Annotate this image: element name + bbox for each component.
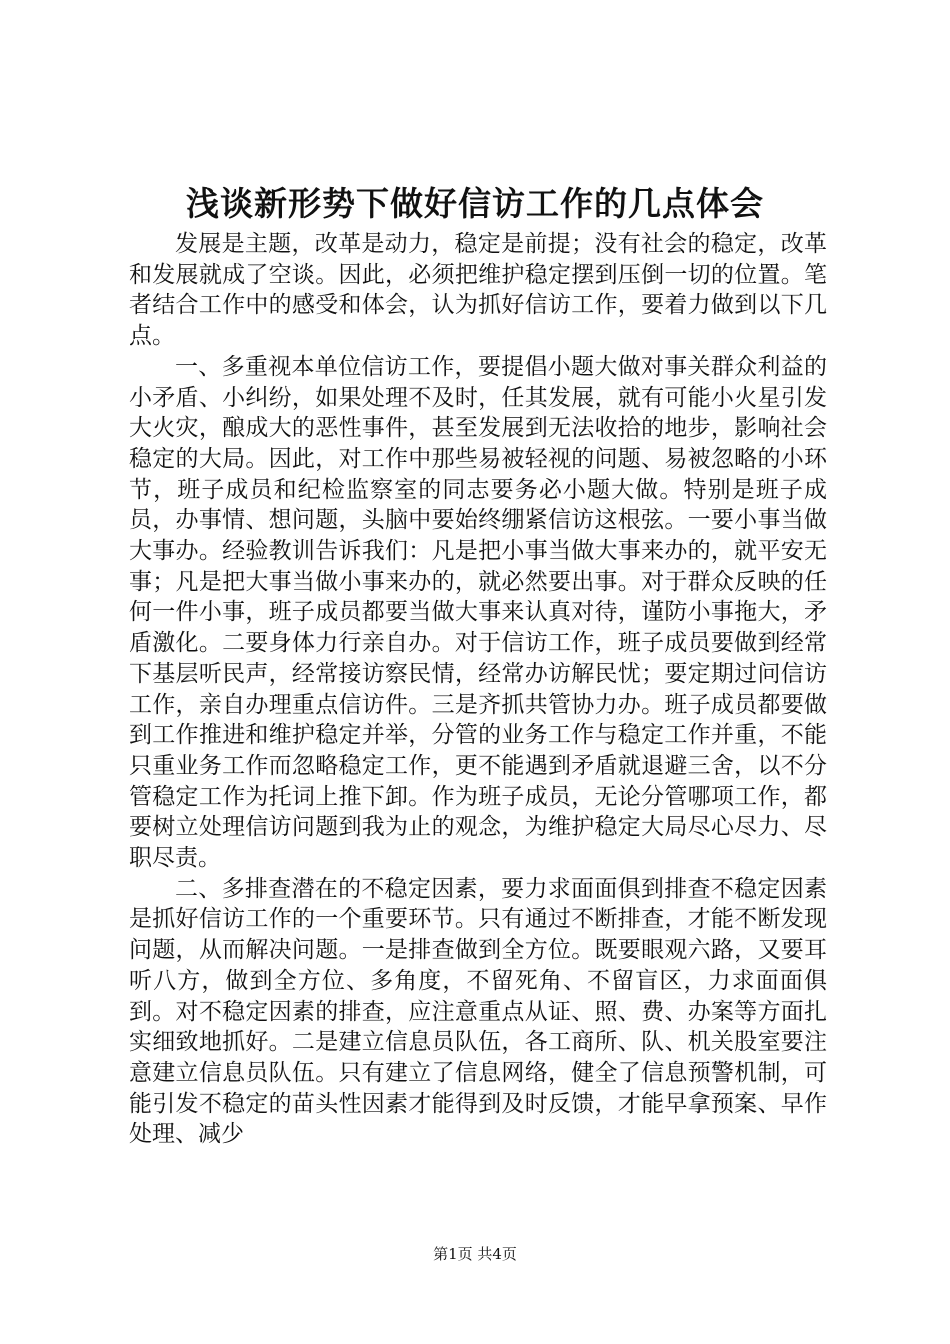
page-footer: 第1页 共4页: [433, 1245, 517, 1263]
paragraph-intro: 发展是主题，改革是动力，稳定是前提；没有社会的稳定，改革和发展就成了空谈。因此，必须把维护稳定摆到压倒一切的位置。笔者结合工作中的感受和体会，认为抓好信访工作，要着力做到以下几点。: [129, 231, 827, 350]
document-title: 浅谈新形势下做好信访工作的几点体会: [186, 184, 764, 223]
paragraph-section-two: 二、多排查潜在的不稳定因素，要力求面面俱到排查不稳定因素是抓好信访工作的一个重要环节。只有通过不断排查，才能不断发现问题，从而解决问题。一是排查做到全方位。既要眼观六路，又要耳听八方，做到全方位、多角度，不留死角、不留盲区，力求面面俱到。对不稳定因素的排查，应注意重点从证、照、费、办案等方面扎实细致地抓好。二是建立信息员队伍，各工商所、队、机关股室要注意建立信息员队伍。只有建立了信息网络，健全了信息预警机制，可能引发不稳定的苗头性因素才能得到及时反馈，才能早拿预案、早作处理、减少: [129, 875, 827, 1148]
paragraph-section-one: 一、多重视本单位信访工作，要提倡小题大做对事关群众利益的小矛盾、小纠纷，如果处理不及时，任其发展，就有可能小火星引发大火灾，酿成大的恶性事件，甚至发展到无法收拾的地步，影响社会稳定的大局。因此，对工作中那些易被轻视的问题、易被忽略的小环节，班子成员和纪检监察室的同志要务必小题大做。特别是班子成员，办事情、想问题，头脑中要始终绷紧信访这根弦。一要小事当做大事办。经验教训告诉我们：凡是把小事当做大事来办的，就平安无事；凡是把大事当做小事来办的，就必然要出事。对于群众反映的任何一件小事，班子成员都要当做大事来认真对待，谨防小事拖大，矛盾激化。二要身体力行亲自办。对于信访工作，班子成员要做到经常下基层听民声，经常接访察民情，经常办访解民忧；要定期过问信访工作，亲自办理重点信访件。三是齐抓共管协力办。班子成员都要做到工作推进和维护稳定并举，分管的业务工作与稳定工作并重，不能只重业务工作而忽略稳定工作，更不能遇到矛盾就退避三舍，以不分管稳定工作为托词上推下卸。作为班子成员，无论分管哪项工作，都要树立处理信访问题到我为止的观念，为维护稳定大局尽心尽力、尽职尽责。: [129, 353, 827, 872]
document-body: [129, 229, 827, 1150]
